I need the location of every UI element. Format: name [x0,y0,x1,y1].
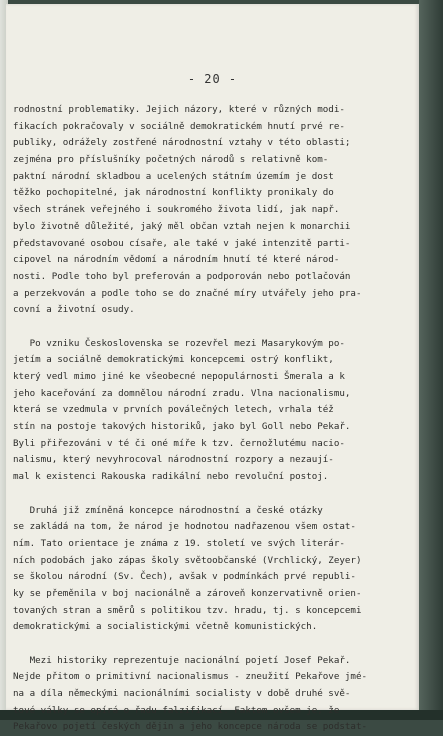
paragraph [13,336,413,486]
text-line: všech stránek veřejného i soukromého života lidí, jak např. [13,204,340,216]
body-text [13,102,413,736]
text-line: Druhá již zmíněná koncepce národnostní a české otázky [13,504,323,516]
text-line: ním. Tato orientace je známa z 19. století ve svých literár- [13,537,345,549]
text-line: nosti. Podle toho byl preferován a podporován nebo potlačován [13,270,351,282]
page-number: - 20 - [187,72,238,86]
text-line: stín na postoje takových historiků, jako byl Goll nebo Pekař. [13,421,351,433]
text-line: Mezi historiky reprezentuje nacionální pojetí Josef Pekař. [13,654,351,666]
text-line: který vedl mimo jiné ke všeobecné nepopulárnosti Šmerala a k [13,371,345,382]
text-line: jetím a sociálně demokratickými koncepcemi ostrý konflikt, [13,354,334,366]
paragraph [13,653,413,736]
text-line: a perzekvován a podle toho se do značné míry utvářely jeho pra- [13,287,362,299]
text-line: ních podobách jako zápas školy světoobčanské (Vrchlický, Zeyer) [13,554,362,566]
text-line: tovaných stran a směrů s politikou tzv. hradu, tj. s koncepcemi [13,604,362,616]
text-line: ky se přeměnila v boj nacionálně a zároveň konzervativně orien- [13,587,362,599]
paragraph [13,503,413,637]
paragraph-gap [13,636,413,653]
text-line: cipovel na národním vědomí a národním hnutí té které národ- [13,254,340,266]
text-line: na a díla německými nacionálními socialisty v době druhé svě- [13,688,351,700]
text-line: těžko pochopitelné, jak národnostní konflikty pronikaly do [13,187,334,199]
text-line: se zakládá na tom, že národ je hodnotou nadřazenou všem ostat- [13,521,356,533]
text-line: zejména pro příslušníky početných národů s relativně kom- [13,154,329,166]
text-line: se školou národní (Sv. Čech), avšak v podmínkách prvé republi- [13,571,356,583]
text-line: která se vzedmula v prvních poválečných letech, vrhala též [13,404,334,416]
book-cover-edge [419,0,443,720]
text-line: Pekařovo pojetí českých dějin a jeho koncepce národa se podstat- [13,721,368,733]
text-line: mal k existenci Rakouska radikální nebo revoluční postoj. [13,471,329,483]
text-line: Byli přiřezováni v té či oné míře k tzv. černožlutému nacio- [13,437,345,449]
text-line: rodnostní problematiky. Jejich názory, které v různých modi- [13,104,345,115]
text-line: covní a životní osudy. [13,304,135,316]
paragraph-gap [13,319,413,336]
text-line: publiky, odrážely zostřené národnostní vztahy v této oblasti; [13,137,351,149]
text-line: představované osobou císaře, ale také v jaké intenzitě parti- [13,237,351,249]
paragraph [13,102,413,319]
text-line: demokratickými a socialistickými včetně komunistických. [13,621,318,633]
text-line: tové války se opírá o řadu falzifikací. Faktem ovšem je, že [13,704,340,716]
text-line: jeho kaceřování za domnělou národní zradu. Vlna nacionalismu, [13,387,351,399]
text-line: bylo životně důležité, jaký měl občan vztah nejen k monarchii [13,220,351,232]
text-line: fikacích pokračovaly v sociálně demokratickém hnutí prvé re- [13,120,345,132]
document-page [6,4,419,733]
paragraph-gap [13,486,413,503]
text-line: paktní národní skladbou a ucelených státním územím je dost [13,170,334,182]
text-line: nalismu, který nevyhrocoval národnostní rozpory a nezaují- [13,454,334,466]
text-line: Nejde přitom o primitivní nacionalismus - zneužití Pekařove jmé- [13,671,368,683]
text-line: Po vzniku Československa se rozevřel mezi Masarykovým po- [13,337,345,349]
